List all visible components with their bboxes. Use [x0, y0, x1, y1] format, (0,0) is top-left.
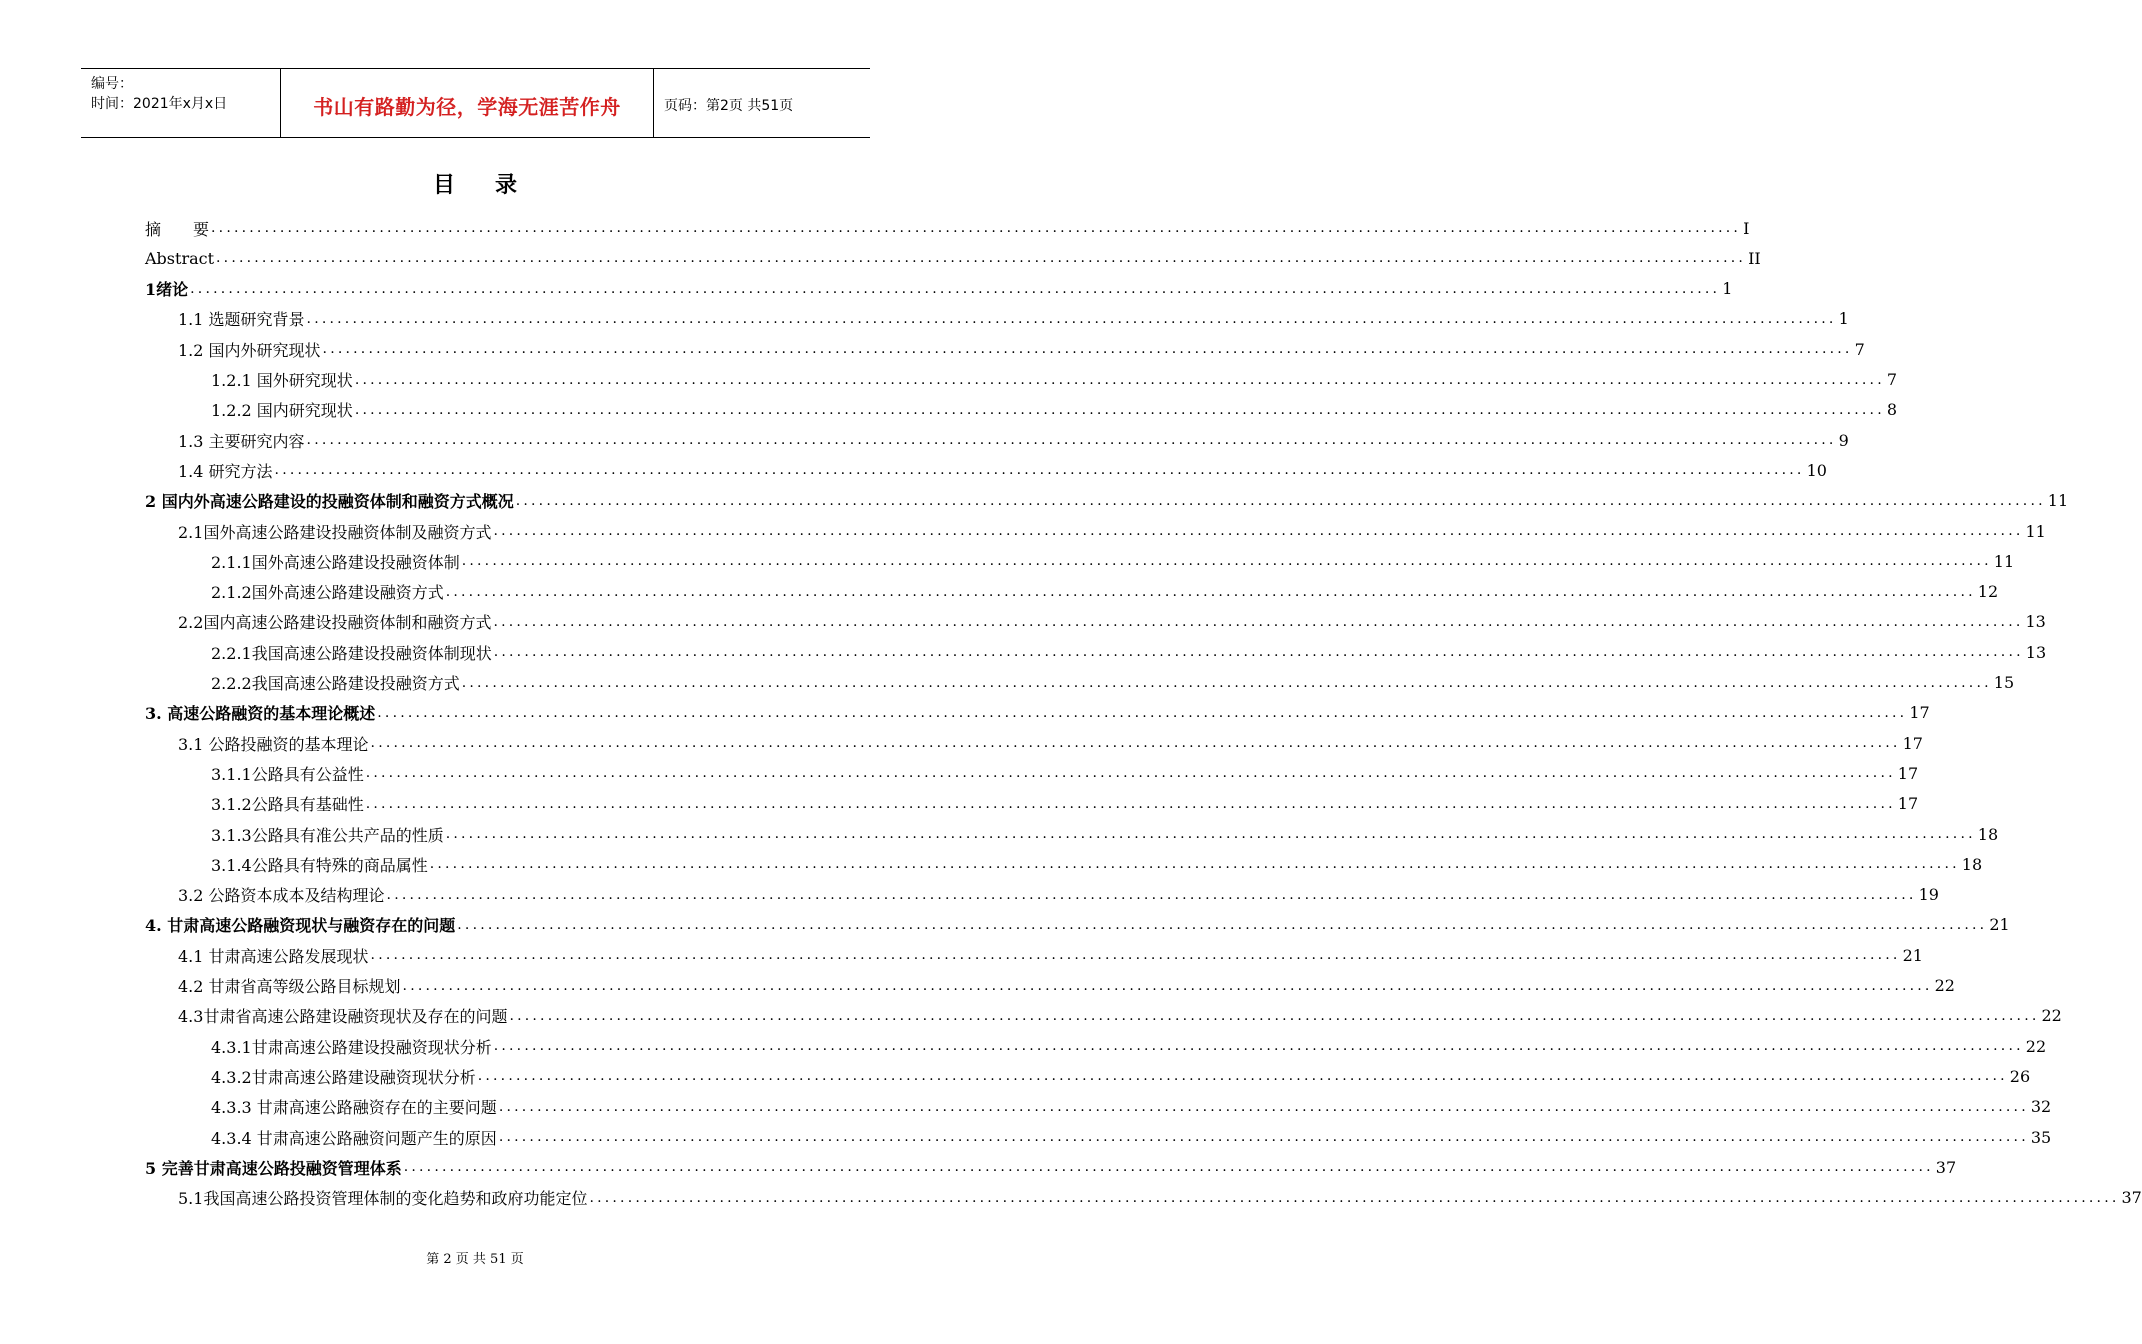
toc-entry-page: 32: [2030, 1097, 2052, 1117]
toc-entry[interactable]: [145, 335, 1865, 363]
toc-entry-page: 8: [1886, 400, 1898, 420]
toc-entry-page: 11: [1993, 551, 2015, 571]
toc-leader-dots: ........................................................................................................................................................................................................: [493, 523, 2024, 539]
toc-entry[interactable]: [145, 850, 1983, 878]
toc-entry-title: 2.1.1国外高速公路建设投融资体制: [211, 552, 460, 572]
toc-entry-title: 2 国内外高速公路建设的投融资体制和融资方式概况: [145, 492, 514, 512]
toc-leader-dots: ........................................................................................................................................................................................................: [498, 1129, 2029, 1145]
toc-entry-title: 摘 要: [145, 219, 210, 239]
toc-entry-page: 18: [1961, 854, 1983, 874]
toc-leader-dots: ........................................................................................................................................................................................................: [493, 613, 2024, 630]
toc-entry-page: 11: [2047, 491, 2069, 511]
toc-entry[interactable]: [145, 396, 1898, 424]
toc-entry[interactable]: [145, 972, 1955, 1000]
toc-leader-dots: ........................................................................................................................................................................................................: [515, 492, 2046, 509]
toc-entry-page: 22: [2041, 1006, 2062, 1026]
toc-entry[interactable]: [145, 759, 1919, 787]
toc-entry-title: 2.1国外高速公路建设投融资体制及融资方式: [178, 522, 492, 542]
toc-leader-dots: ........................................................................................................................................................................................................: [370, 735, 1901, 752]
toc-entry-page: 21: [1989, 915, 2010, 935]
toc-entry[interactable]: [145, 729, 1923, 757]
toc-entry-page: 17: [1902, 733, 1923, 753]
toc-entry-page: 9: [1838, 430, 1849, 450]
toc-entry-title: 2.2国内高速公路建设投融资体制和融资方式: [178, 613, 492, 633]
toc-entry-page: 17: [1897, 763, 1919, 783]
motto-text: 书山有路勤为径，学海无涯苦作舟: [313, 95, 621, 119]
toc-leader-dots: ........................................................................................................................................................................................................: [354, 371, 1885, 388]
toc-leader-dots: ........................................................................................................................................................................................................: [493, 1038, 2024, 1055]
code-label: 编号：: [91, 76, 133, 92]
toc-entry-page: 12: [1977, 582, 1999, 602]
toc-leader-dots: ........................................................................................................................................................................................................: [445, 583, 1976, 600]
toc-leader-dots: ........................................................................................................................................................................................................: [477, 1068, 2008, 1085]
toc-entry-page: 13: [2025, 612, 2046, 632]
header-info-cell: [81, 69, 281, 137]
toc-entry-title: 1.2.2 国内研究现状: [211, 401, 353, 421]
toc-entry-page: 7: [1854, 339, 1865, 359]
toc-entry[interactable]: [145, 578, 1999, 606]
header-page-cell: [654, 69, 870, 137]
toc-entry-title: 1.1 选题研究背景: [178, 310, 305, 330]
toc-entry[interactable]: [145, 941, 1923, 969]
toc-entry-page: 7: [1886, 370, 1898, 389]
toc-entry-title: 4.2 甘肃省高等级公路目标规划: [178, 977, 401, 996]
toc-entry[interactable]: [145, 275, 1733, 303]
toc-entry-page: II: [1748, 248, 1761, 268]
header-motto-cell: [281, 69, 654, 137]
toc-entry[interactable]: [145, 1093, 2052, 1121]
toc-entry-page: I: [1743, 218, 1750, 238]
toc-entry[interactable]: [145, 456, 1827, 484]
toc-entry-page: 10: [1806, 460, 1827, 480]
toc-entry[interactable]: [145, 426, 1849, 454]
toc-entry-title: 3.1.1公路具有公益性: [211, 764, 364, 784]
toc-entry-title: 1.3 主要研究内容: [178, 431, 305, 451]
page-label: 页码：第2页 共51页: [664, 98, 794, 114]
toc-entry[interactable]: [145, 517, 2046, 545]
toc-title-part-a: 目: [432, 173, 455, 198]
toc-entry-title: 4.3.4 甘肃高速公路融资问题产生的原因: [211, 1128, 497, 1148]
toc-entry-title: 4.1 甘肃高速公路发展现状: [178, 946, 369, 966]
toc-leader-dots: ........................................................................................................................................................................................................: [493, 644, 2024, 661]
toc-leader-dots: ........................................................................................................................................................................................................: [274, 462, 1805, 479]
toc-leader-dots: ........................................................................................................................................................................................................: [386, 886, 1917, 903]
toc-entry-page: 15: [1993, 673, 2015, 692]
toc-entry[interactable]: [145, 547, 2015, 575]
toc-entry[interactable]: [145, 638, 2047, 666]
toc-entry-title: Abstract: [145, 248, 215, 268]
toc-entry-title: 5 完善甘肃高速公路投融资管理体系: [145, 1158, 402, 1178]
toc-entry-title: 3.2 公路资本成本及结构理论: [178, 886, 385, 906]
toc-entry-page: 37: [1935, 1157, 1957, 1177]
toc-entry-page: 21: [1902, 945, 1923, 965]
toc-leader-dots: ........................................................................................................................................................................................................: [445, 826, 1976, 842]
toc-entry-title: 3.1.2公路具有基础性: [211, 795, 364, 815]
toc-entry-page: 13: [2025, 642, 2047, 662]
toc-entry[interactable]: [145, 1002, 2062, 1030]
toc-leader-dots: ........................................................................................................................................................................................................: [457, 916, 1988, 933]
toc-leader-dots: ........................................................................................................................................................................................................: [216, 250, 1747, 267]
toc-entry[interactable]: [145, 487, 2069, 515]
toc-entry-title: 1.2 国内外研究现状: [178, 340, 321, 360]
toc-leader-dots: ........................................................................................................................................................................................................: [354, 401, 1885, 418]
page-footer: 第 2 页 共 51 页: [426, 1252, 524, 1267]
toc-entry[interactable]: [145, 1184, 2142, 1212]
toc-entry[interactable]: [145, 1032, 2047, 1060]
toc-leader-dots: ........................................................................................................................................................................................................: [322, 341, 1853, 358]
toc-entry[interactable]: [145, 699, 1930, 727]
toc-leader-dots: ........................................................................................................................................................................................................: [461, 674, 1992, 691]
toc-leader-dots: ........................................................................................................................................................................................................: [498, 1098, 2029, 1115]
toc-entry[interactable]: [145, 305, 1849, 333]
toc-entry-page: 19: [1918, 885, 1939, 905]
toc-leader-dots: ........................................................................................................................................................................................................: [365, 765, 1896, 782]
toc-entry[interactable]: [145, 911, 2010, 939]
toc-leader-dots: ........................................................................................................................................................................................................: [370, 947, 1901, 964]
toc-entry[interactable]: [145, 608, 2046, 636]
toc-title: [0, 168, 950, 199]
toc-title-part-b: 录: [495, 173, 518, 198]
toc-entry-title: 5.1我国高速公路投资管理体制的变化趋势和政府功能定位: [178, 1189, 588, 1209]
toc-leader-dots: ........................................................................................................................................................................................................: [403, 1159, 1934, 1176]
toc-entry-title: 2.2.2我国高速公路建设投融资方式: [211, 674, 460, 693]
toc-entry[interactable]: [145, 820, 1999, 848]
header-table: [81, 68, 870, 138]
toc-entry-page: 37: [2121, 1188, 2142, 1208]
toc-entry-title: 1.4 研究方法: [178, 461, 273, 481]
toc-entry[interactable]: [145, 1062, 2031, 1090]
toc-leader-dots: ........................................................................................................................................................................................................: [461, 553, 1992, 570]
toc-leader-dots: ........................................................................................................................................................................................................: [306, 432, 1837, 449]
date-label: 时间：2021年x月x日: [91, 96, 228, 112]
toc-entry-page: 17: [1909, 703, 1930, 723]
toc-entry-title: 1.2.1 国外研究现状: [211, 371, 353, 390]
toc-leader-dots: ........................................................................................................................................................................................................: [306, 310, 1837, 327]
toc-entry-page: 35: [2030, 1127, 2052, 1147]
toc-entry[interactable]: [145, 1153, 1957, 1181]
toc-entry-title: 3.1 公路投融资的基本理论: [178, 734, 369, 754]
toc-leader-dots: ........................................................................................................................................................................................................: [589, 1189, 2120, 1206]
toc-entry-title: 2.1.2国外高速公路建设融资方式: [211, 583, 444, 603]
toc-leader-dots: ........................................................................................................................................................................................................: [211, 220, 1742, 236]
toc-entry-page: 11: [2025, 521, 2046, 541]
toc-entry[interactable]: [145, 669, 2015, 697]
toc-entry-page: 22: [2025, 1036, 2047, 1056]
toc-entry[interactable]: [145, 214, 1750, 242]
toc-entry-page: 22: [1934, 976, 1955, 995]
toc-entry-page: 1: [1722, 279, 1733, 299]
toc-entry-title: 4. 甘肃高速公路融资现状与融资存在的问题: [145, 916, 456, 936]
toc-entry-page: 26: [2009, 1066, 2031, 1086]
toc-entry[interactable]: [145, 244, 1761, 272]
toc-leader-dots: ........................................................................................................................................................................................................: [365, 795, 1896, 812]
toc-entry-title: 2.2.1我国高速公路建设投融资体制现状: [211, 643, 492, 663]
toc-entry-title: 3.1.3公路具有准公共产品的性质: [211, 825, 444, 845]
toc-entry-page: 18: [1977, 824, 1999, 844]
toc-entry[interactable]: [145, 1123, 2052, 1151]
toc-entry-title: 4.3.3 甘肃高速公路融资存在的主要问题: [211, 1098, 497, 1118]
toc-entry-title: 4.3.2甘肃高速公路建设融资现状分析: [211, 1067, 476, 1087]
toc-entry-title: 3.1.4公路具有特殊的商品属性: [211, 855, 428, 875]
toc-entry-page: 1: [1838, 309, 1849, 329]
toc-leader-dots: ........................................................................................................................................................................................................: [429, 856, 1960, 873]
toc-entry[interactable]: [145, 790, 1919, 818]
toc-leader-dots: ........................................................................................................................................................................................................: [509, 1007, 2040, 1024]
toc-entry-title: 3. 高速公路融资的基本理论概述: [145, 704, 376, 724]
toc-entry[interactable]: [145, 881, 1939, 909]
toc-entry-title: 1绪论: [145, 280, 189, 300]
toc-entry[interactable]: [145, 366, 1898, 394]
toc-entry-title: 4.3.1甘肃高速公路建设投融资现状分析: [211, 1037, 492, 1057]
toc-leader-dots: ........................................................................................................................................................................................................: [377, 704, 1908, 721]
toc-leader-dots: ........................................................................................................................................................................................................: [190, 280, 1721, 297]
toc-entry-title: 4.3甘肃省高速公路建设融资现状及存在的问题: [178, 1007, 508, 1027]
toc-leader-dots: ........................................................................................................................................................................................................: [402, 977, 1933, 994]
toc-entry-page: 17: [1897, 794, 1919, 814]
